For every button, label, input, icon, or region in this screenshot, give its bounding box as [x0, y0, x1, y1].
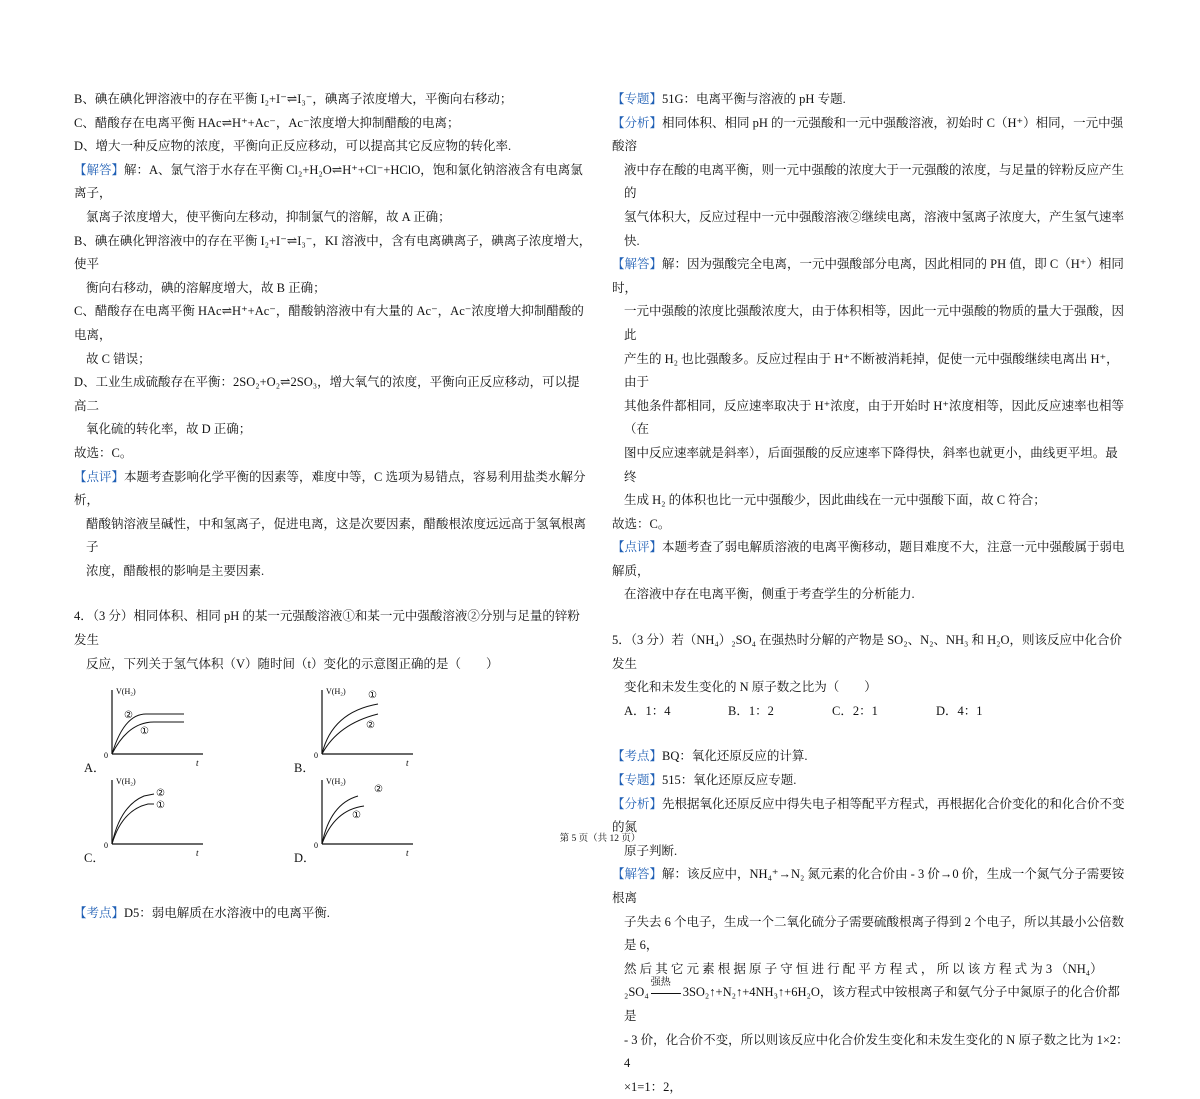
dianping-line: 【点评】本题考查了弱电解质溶液的电离平衡移动，题目难度不大，注意一元中强酸属于弱电解质， — [612, 540, 1125, 578]
text-line: 生成 H₂ 的体积也比一元中强酸少，因此曲线在一元中强酸下面，故 C 符合； — [624, 493, 1046, 508]
svg-text:②: ② — [124, 710, 133, 722]
text-line: D、增大一种反应物的浓度，平衡向正反应移动，可以提高其它反应物的转化率. — [74, 139, 512, 154]
svg-text:①: ① — [140, 726, 149, 738]
zhuanti-line: 【专题】515：氧化还原反应专题. — [612, 773, 797, 788]
graph-d-label: D． — [294, 851, 316, 866]
svg-text:V(H₂): V(H₂) — [326, 777, 346, 787]
jieda-tag: 【解答】 — [612, 257, 663, 272]
option-a: A．1：4 — [624, 703, 671, 718]
text-line: 醋酸钠溶液呈碱性，中和氢离子，促进电离，这是次要因素，醋酸根浓度远远高于氢氧根离子 — [86, 516, 587, 555]
text-line: 原子判断. — [624, 843, 678, 858]
reaction-arrow — [649, 977, 683, 1005]
svg-text:②: ② — [366, 720, 375, 732]
svg-text:②: ② — [156, 788, 165, 800]
jieda-line: 【解答】解：因为强酸完全电离，一元中强酸部分电离，因此相同的 PH 值，即 C（H⁺）相同时， — [612, 257, 1124, 295]
fenxi-line: 【分析】相同体积、相同 pH 的一元强酸和一元中强酸溶液，初始时 C（H⁺）相同，一元中强酸溶 — [612, 115, 1124, 154]
text-line: 其他条件都相同，反应速率取决于 H⁺浓度，由于开始时 H⁺浓度相等，因此反应速率也相等（在 — [624, 398, 1125, 437]
left-column — [74, 88, 592, 926]
svg-text:①: ① — [156, 800, 165, 812]
text-line: 在溶液中存在电离平衡，侧重于考查学生的分析能力. — [624, 587, 915, 602]
svg-text:t: t — [196, 848, 199, 859]
text-line: 产生的 H₂ 也比强酸多。反应过程由于 H⁺不断被消耗掉，促使一元中强酸继续电离出 H⁺，由于 — [624, 351, 1119, 390]
svg-text:①: ① — [352, 810, 361, 822]
question-4: 4．（3 分）相同体积、相同 pH 的某一元强酸溶液①和某一元中强酸溶液②分别与足量的锌粉发生 — [74, 609, 580, 648]
text-line: D、工业生成硫酸存在平衡：2SO₂+O₂⇌2SO₃，增大氧气的浓度，平衡向正反应移动，可以提高二 — [74, 375, 580, 413]
x-axis-label: t — [196, 758, 199, 769]
graph-b-label: B． — [294, 761, 315, 776]
text-line: 一元中强酸的浓度比强酸浓度大，由于体积相等，因此一元中强酸的物质的量大于强酸，因此 — [624, 304, 1125, 342]
text-line: 衡向右移动，碘的溶解度增大，故 B 正确； — [86, 280, 326, 295]
kaodian-line: 【考点】D5：弱电解质在水溶液中的电离平衡. — [74, 906, 330, 921]
svg-text:V(H₂): V(H₂) — [326, 687, 346, 697]
fenxi-line: 【分析】先根据氧化还原反应中得失电子相等配平方程式，再根据化合价变化的和化合价不变的氮 — [612, 796, 1125, 835]
text-line: B、碘在碘化钾溶液中的存在平衡 I₂+I⁻⇌I₃⁻，KI 溶液中，含有电离碘离子，碘离子浓度增大，使平 — [74, 233, 592, 272]
right-column — [612, 88, 1130, 1099]
zhuanti-tag: 【专题】 — [612, 92, 663, 106]
option-c: C．2：1 — [832, 703, 878, 718]
graph-a-plot — [98, 684, 208, 769]
graph-options — [74, 676, 592, 876]
svg-text:t: t — [406, 758, 409, 769]
svg-text:V(H₂): V(H₂) — [116, 777, 136, 787]
text-line: 氢气体积大，反应过程中一元中强酸溶液②继续电离，溶液中氢离子浓度大，产生氢气速率快. — [624, 209, 1125, 248]
text-line: 故 C 错误； — [86, 351, 151, 366]
option-d: D．4：1 — [936, 703, 983, 718]
graph-c-plot — [98, 774, 208, 859]
text-line: C、醋酸存在电离平衡 HAc⇌H⁺+Ac⁻，Ac⁻浓度增大抑制醋酸的电离； — [74, 115, 460, 130]
q5-options — [612, 700, 1130, 724]
text-line: 反应，下列关于氢气体积（V）随时间（t）变化的示意图正确的是（ ） — [86, 656, 499, 671]
text-line: 氧化硫的转化率，故 D 正确； — [86, 422, 252, 437]
zhuanti-line: 【专题】51G：电离平衡与溶液的 pH 专题. — [612, 92, 846, 106]
origin-label: 0 — [104, 751, 108, 761]
zhuanti-tag: 【专题】 — [612, 773, 663, 788]
svg-text:0: 0 — [314, 841, 318, 851]
text-line: - 3 价，化合价不变，所以则该反应中化合价发生变化和未发生变化的 N 原子数之比为 1×2：4 — [624, 1032, 1129, 1071]
graph-b-plot — [308, 684, 418, 769]
text-line: C、醋酸存在电离平衡 HAc⇌H⁺+Ac⁻，醋酸钠溶液中有大量的 Ac⁻，Ac⁻浓度增大抑制醋酸的电离， — [74, 304, 584, 342]
text-line: B、碘在碘化钾溶液中的存在平衡 I₂+I⁻⇌I₃⁻，碘离子浓度增大，平衡向右移动； — [74, 92, 513, 106]
answer-line: 【解答】解：A、氯气溶于水存在平衡 Cl₂+H₂O⇌H⁺+Cl⁻+HClO，饱和氯化钠溶液含有电离氯离子， — [74, 162, 583, 201]
kaodian-tag: 【考点】 — [612, 749, 663, 764]
dianping-tag: 【点评】 — [612, 540, 663, 555]
choose-line: 故选：C。 — [74, 445, 133, 460]
reaction-condition: 强热 — [650, 977, 671, 989]
question-5: 5．（3 分）若（NH₄）₂SO₄ 在强热时分解的产物是 SO₂、N₂、NH₃ 和 H₂O，则该反应中化合价发生 — [612, 633, 1123, 671]
kaodian-tag: 【考点】 — [74, 906, 125, 921]
comment-tag: 【点评】 — [74, 469, 125, 484]
text-line: 氯离子浓度增大，使平衡向左移动，抑制氯气的溶解，故 A 正确； — [86, 209, 451, 224]
text-line: 然 后 其 它 元 素 根 据 原 子 守 恒 进 行 配 平 方 程 式 ， 所 以 该 方 程 式 为 3 （NH₄） — [624, 961, 1103, 976]
text-line: 浓度，醋酸根的影响是主要因素. — [86, 563, 265, 578]
svg-text:0: 0 — [104, 841, 108, 851]
jieda-tag: 【解答】 — [612, 867, 663, 882]
svg-text:t: t — [406, 848, 409, 859]
choose-line: 故选：C。 — [612, 516, 671, 531]
y-axis-label: V(H₂) — [116, 687, 136, 697]
graph-a — [84, 684, 204, 776]
comment-line: 【点评】本题考查影响化学平衡的因素等，难度中等，C 选项为易错点，容易利用盐类水解分析， — [74, 469, 586, 508]
fenxi-tag: 【分析】 — [612, 796, 663, 811]
graph-d-plot — [308, 774, 418, 859]
text-line: ×1=1：2， — [624, 1079, 682, 1094]
graph-b — [294, 684, 414, 776]
svg-text:②: ② — [374, 784, 383, 796]
svg-text:0: 0 — [314, 751, 318, 761]
answer-tag: 【解答】 — [74, 162, 125, 177]
kaodian-line: 【考点】BQ：氧化还原反应的计算. — [612, 749, 808, 764]
jieda-line: 【解答】解：该反应中，NH₄⁺→N₂ 氮元素的化合价由 - 3 价→0 价，生成一个氮气分子需要铵根离 — [612, 867, 1125, 905]
text-line: 变化和未发生变化的 N 原子数之比为（ ） — [624, 680, 877, 695]
option-b: B．1：2 — [728, 703, 774, 718]
text-line: 子失去 6 个电子，生成一个二氧化硫分子需要硫酸根离子得到 2 个电子，所以其最小公倍数是 6， — [624, 914, 1125, 953]
fenxi-tag: 【分析】 — [612, 115, 663, 130]
text-line: 液中存在酸的电离平衡，则一元中强酸的浓度大于一元强酸的浓度，与足量的锌粉反应产生的 — [624, 162, 1125, 201]
page-footer: 第 5 页（共 12 页） — [559, 834, 641, 844]
graph-c-label: C． — [84, 851, 105, 866]
equation-line: ₂SO₄ 强热 3SO₂↑+N₂↑+4NH₃↑+6H₂O，该方程式中铵根离子和氨气分子中氮原子的化合价都是 — [612, 981, 1130, 1028]
graph-a-label: A． — [84, 761, 106, 776]
svg-text:①: ① — [368, 690, 377, 702]
text-line: 图中反应速率就是斜率），后面强酸的反应速率下降得快，斜率也就更小，曲线更平坦。最终 — [624, 445, 1118, 484]
